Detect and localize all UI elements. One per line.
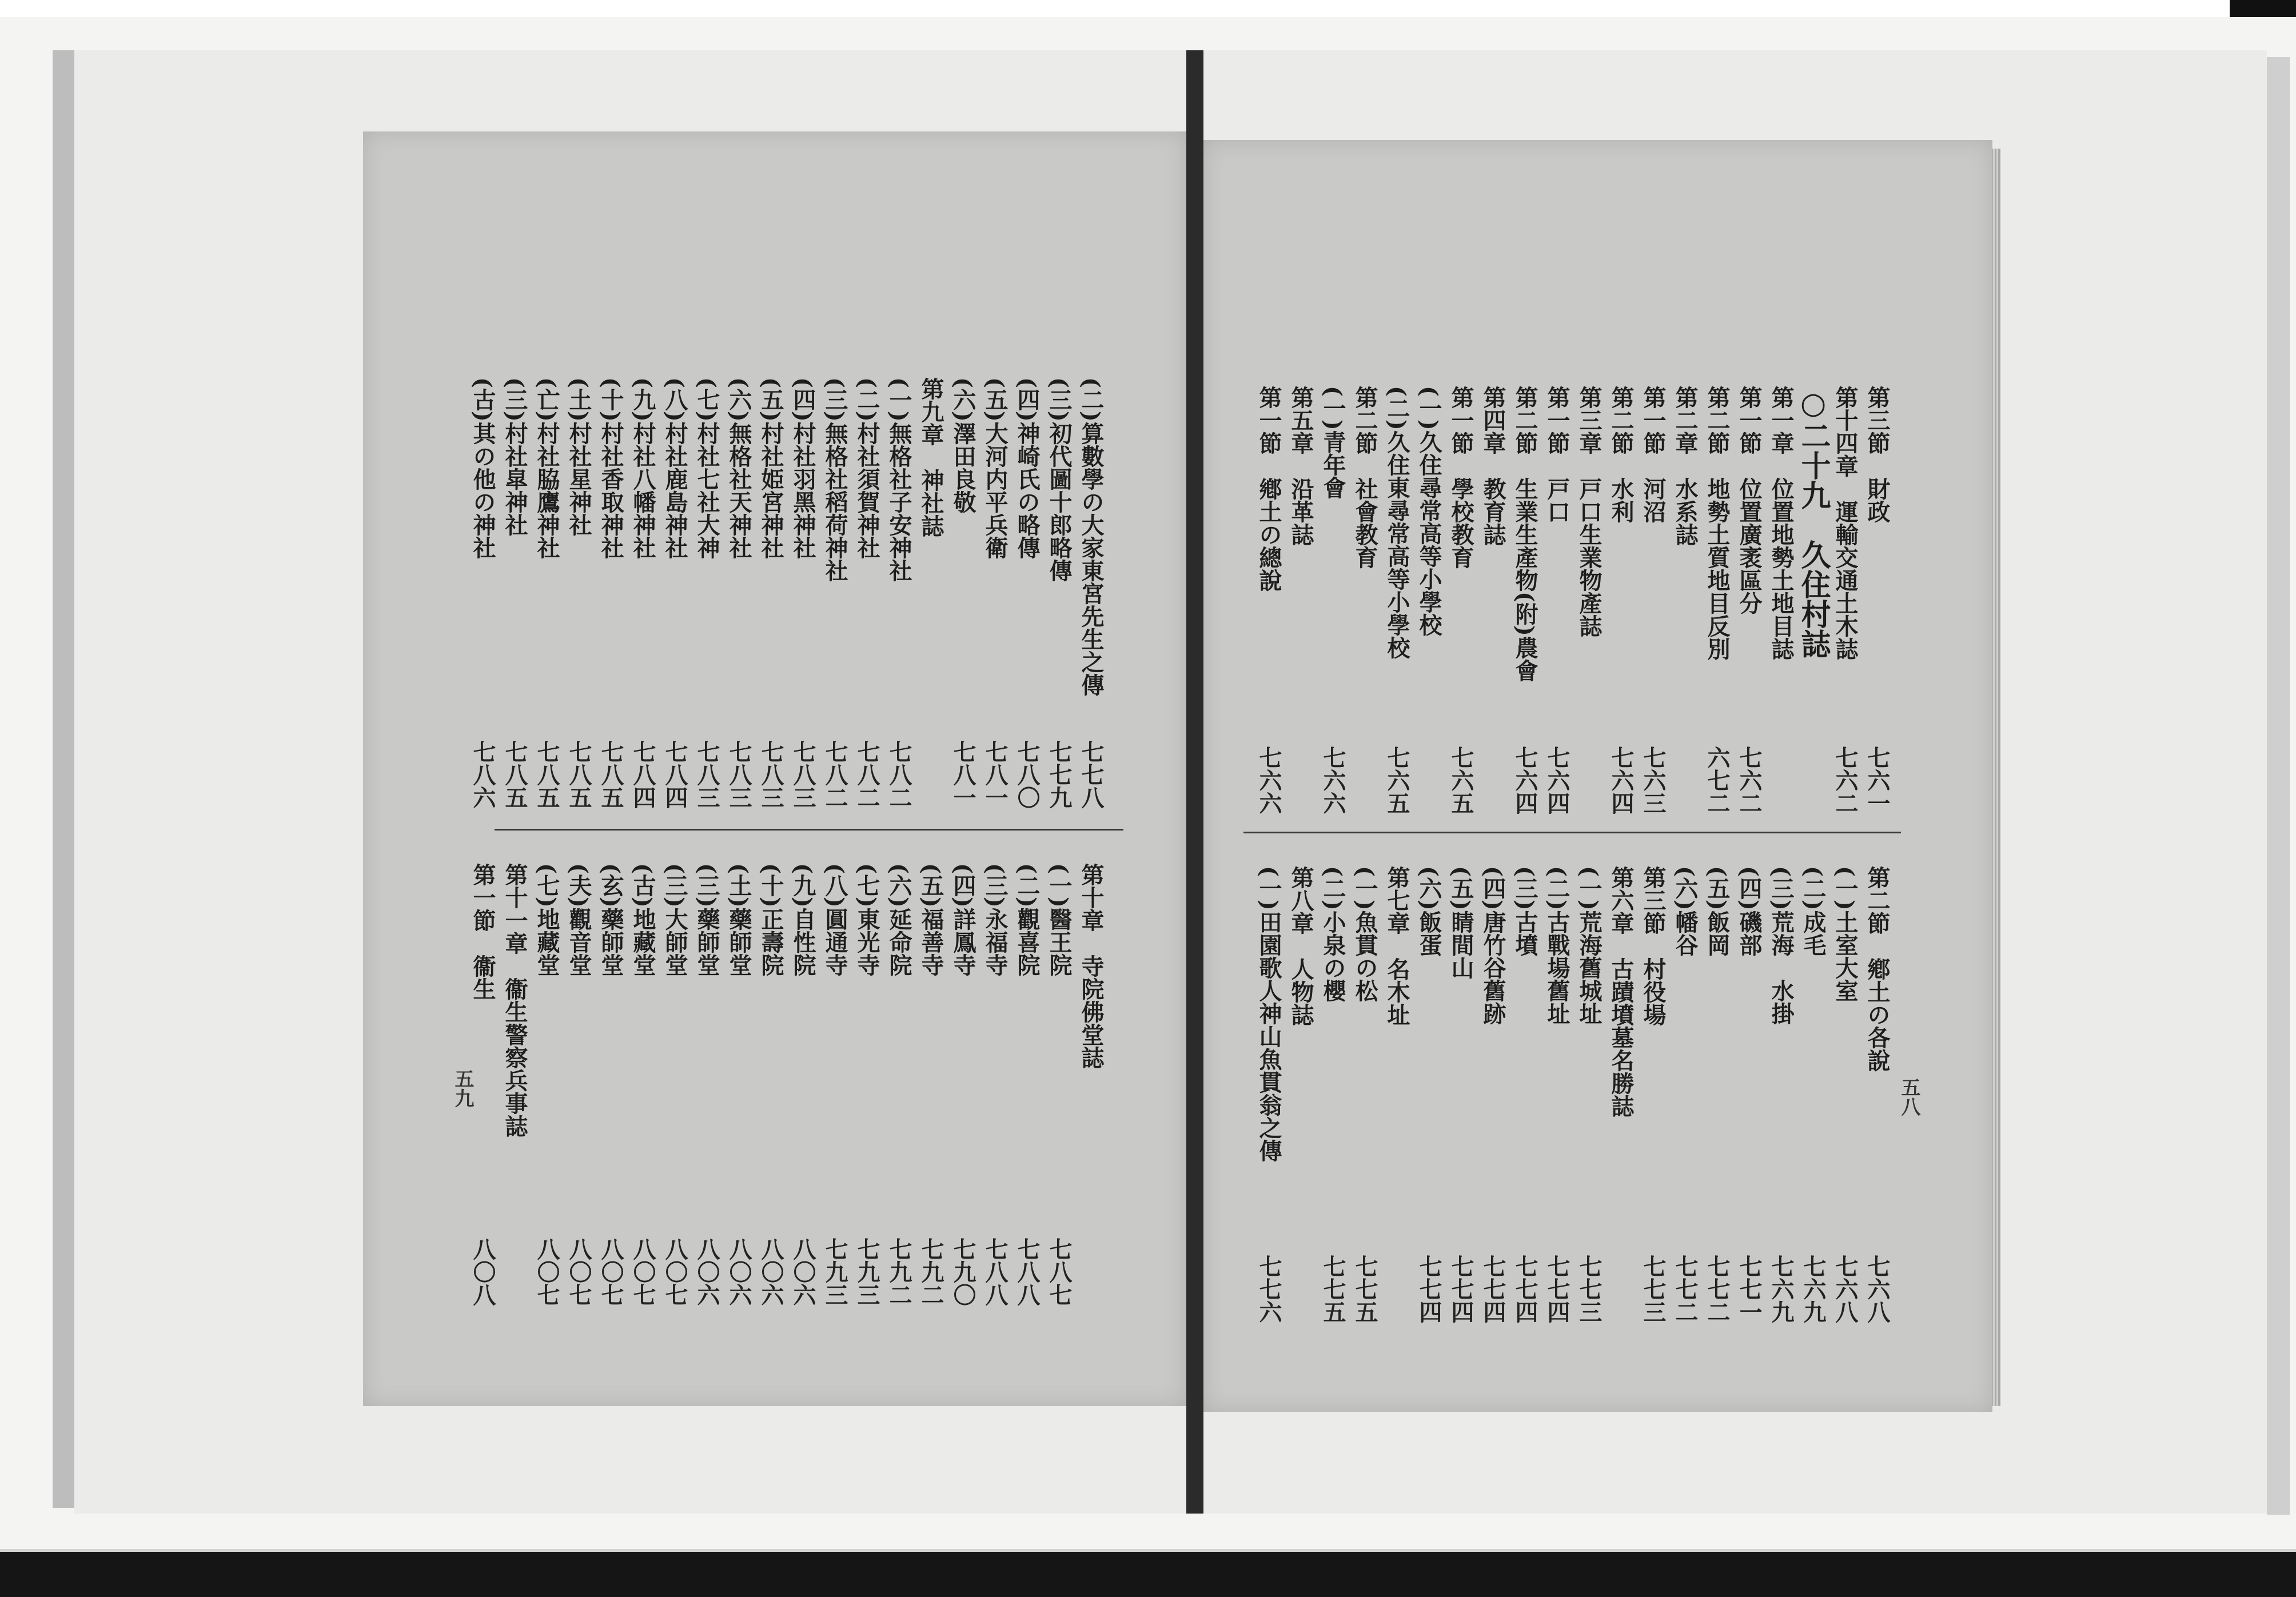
toc-entry-page: 八〇七 [597,1237,624,1306]
toc-entry-label: (五)飯岡 [1704,866,1731,956]
toc-entry-label: (二)觀喜院 [1014,863,1041,976]
toc-entry [1317,866,1349,1323]
toc-entry [1509,866,1541,1323]
toc-entry-page: 七八八 [1014,1237,1041,1306]
toc-entry [627,863,659,1306]
toc-entry [1541,866,1573,1323]
toc-entry [1829,386,1861,815]
toc-entry [691,863,723,1306]
toc-entry [787,863,819,1306]
toc-entry-page: 七七五 [1352,1255,1378,1323]
toc-entry-label: (一)久住尋常高等小學校 [1416,386,1442,636]
toc-entry-label: (二)成毛 [1800,866,1827,956]
toc-entry [595,377,627,809]
toc-entry-page: 七九二 [886,1237,912,1306]
toc-entry-label: 第一節 河沼 [1640,386,1667,523]
toc-entry [883,377,915,809]
toc-entry-label: (一)魚貫の松 [1352,866,1378,1002]
toc-entry-label: 第一節 鄕土の總說 [1255,386,1282,592]
toc-entry-label: 第十一章 衞生警察兵事誌 [501,863,528,1137]
toc-entry [627,377,659,809]
toc-entry [1317,386,1349,815]
toc-entry-label: 第八章 人物誌 [1287,866,1314,1026]
toc-entry-page: 八〇七 [629,1237,656,1306]
toc-entry-label: (四)村社羽黑神社 [790,377,816,559]
toc-entry-label: 第五章 沿革誌 [1287,386,1314,546]
toc-entry-page: 七八三 [758,740,784,809]
toc-entry-page: 七六六 [1320,746,1346,815]
toc-entry-label: 第九章 神社誌 [918,377,944,537]
toc-entry-page: 七七三 [1576,1255,1603,1323]
toc-entry [883,863,915,1306]
toc-entry [1075,377,1107,809]
toc-entry-label: (五)村社姫宮神社 [758,377,784,559]
toc-entry [755,863,787,1306]
toc-entry-label: (六)飯蛋 [1416,866,1442,956]
toc-entry-page: 七七八 [1078,740,1105,809]
toc-entry-label: (九)自性院 [790,863,816,976]
toc-entry-label: (二)小泉の櫻 [1320,866,1346,1002]
toc-entry [1253,866,1285,1323]
page-number: 五八 [1898,1077,1920,1116]
toc-entry-label: 第二節 生業生產物(附)農會 [1512,386,1538,682]
toc-entry-page: 八〇七 [661,1237,688,1306]
toc-entry-page: 七七四 [1416,1255,1442,1323]
toc-entry-page: 七六二 [1832,746,1859,815]
toc-entry-label: (一)醫王院 [1046,863,1073,976]
toc-entry-label: 第三章 戸口生業物產誌 [1576,386,1603,637]
toc-entry-label: (七)村社七社大神 [693,377,720,559]
toc-entry [1509,386,1541,815]
toc-entry-label: 第四章 教育誌 [1480,386,1506,546]
toc-entry-label: 第十章 寺院佛堂誌 [1078,863,1105,1069]
toc-entry [1701,866,1733,1323]
toc-entry-page: 七八三 [693,740,720,809]
toc-entry-label: (古)地藏堂 [629,863,656,976]
scan-top-margin [0,0,2296,17]
toc-entry-label: (土)藥師堂 [726,863,752,976]
toc-entry-label: (一)青年會 [1320,386,1346,499]
toc-entry-page: 七六八 [1864,1255,1891,1323]
toc-entry-label: 第二節 鄕土の各說 [1864,866,1891,1072]
toc-entry [531,863,563,1306]
toc-entry-label: (四)神崎氏の略傳 [1014,377,1041,559]
toc-entry [1445,386,1477,815]
toc-entry-label: (五)大河内平兵衛 [982,377,1009,559]
toc-entry-label: ○二十九 久住村誌 [1796,386,1831,658]
toc-entry-label: (九)村社八幡神社 [629,377,656,559]
toc-entry-label: (一)無格社子安神社 [886,377,912,582]
toc-entry-label: (六)澤田良敬 [950,377,976,513]
toc-entry-page: 八〇七 [533,1237,560,1306]
toc-entry-page: 八〇七 [565,1237,592,1306]
toc-entry-page: 七八〇 [1014,740,1041,809]
toc-entry [1285,866,1317,1026]
toc-entry-label: (三)藥師堂 [693,863,720,976]
toc-entry-page: 七八五 [501,740,528,809]
toc-entry-page: 七六四 [1608,746,1635,815]
scan-corner-mark [2230,0,2296,18]
toc-entry-page: 七六九 [1768,1255,1795,1323]
toc-entry-page: 七六八 [1832,1255,1859,1323]
toc-entry-page: 七七二 [1704,1255,1731,1323]
toc-entry-label: (三)荒海 水掛 [1768,866,1795,1025]
toc-entry-page: 七六四 [1512,746,1538,815]
toc-entry-label: (古)其の他の神社 [469,377,496,559]
toc-entry-label: (二)村社須賀神社 [854,377,880,559]
toc-entry-page: 七六三 [1640,746,1667,815]
toc-entry [563,377,595,809]
toc-entry [1765,866,1797,1323]
toc-entry [1011,377,1043,809]
toc-entry [819,863,851,1306]
toc-entry-page: 七七一 [1736,1255,1763,1323]
toc-entry [1637,866,1669,1323]
toc-entry-label: 第一節 位置廣袤區分 [1736,386,1763,614]
toc-entry-label: 第三節 村役場 [1640,866,1667,1026]
toc-entry-label: (玄)藥師堂 [597,863,624,976]
toc-entry-page: 七六九 [1800,1255,1827,1323]
toc-entry [467,863,499,1306]
toc-entry-label: 第一節 衞生 [469,863,496,1000]
toc-entry-page: 七八二 [886,740,912,809]
toc-entry-page: 七六六 [1255,746,1282,815]
toc-entry-label: 第七章 名木址 [1384,866,1410,1026]
toc-entry [1477,386,1509,546]
toc-entry [1349,866,1381,1323]
toc-entry-page: 七七三 [1640,1255,1667,1323]
toc-entry-page: 七七四 [1448,1255,1474,1323]
toc-entry [947,863,979,1306]
toc-entry [1445,866,1477,1323]
toc-entry-label: (八)圓通寺 [822,863,848,976]
toc-entry-label: (四)詳鳳寺 [950,863,976,976]
toc-entry [1765,386,1797,660]
page-number: 五九 [451,1069,474,1108]
toc-entry [755,377,787,809]
toc-entry-label: 第二節 水利 [1608,386,1635,523]
toc-entry-label: 第一章 位置地勢土地目誌 [1768,386,1795,660]
toc-entry-page: 七八八 [982,1237,1009,1306]
right-page [1203,140,1992,1412]
toc-entry [947,377,979,809]
toc-entry [1253,386,1285,815]
toc-entry-page: 七七五 [1320,1255,1346,1323]
toc-entry-page: 七八五 [533,740,560,809]
toc-entry-label: (七)東光寺 [854,863,880,976]
toc-entry-label: 第二節 地勢土質地目反別 [1704,386,1731,660]
toc-entry-label: (四)磯部 [1736,866,1763,956]
toc-entry-page: 七九二 [918,1237,944,1306]
toc-entry-page: 八〇六 [693,1237,720,1306]
toc-entry [659,377,691,809]
toc-entry-page: 七八四 [661,740,688,809]
toc-entry [1541,386,1573,815]
toc-entry-page: 七八一 [950,740,976,809]
toc-entry [723,377,755,809]
toc-entry-label: (三)古墳 [1512,866,1538,956]
toc-entry [787,377,819,809]
toc-entry [1605,866,1637,1117]
toc-entry [1573,386,1605,637]
toc-entry-page: 七八二 [822,740,848,809]
toc-entry [1669,386,1701,546]
toc-entry-page: 七八三 [790,740,816,809]
toc-entry [1701,386,1733,815]
toc-entry-label: (二)算數學の大家東宮先生之傳 [1078,377,1105,696]
toc-entry [467,377,499,809]
toc-entry-label: (亡)村社脇鷹神社 [533,377,560,559]
toc-entry-page: 八〇八 [469,1237,496,1306]
toc-entry [563,863,595,1306]
toc-entry [1829,866,1861,1323]
toc-entry-page: 七六四 [1544,746,1570,815]
toc-entry-label: (十)正壽院 [758,863,784,976]
toc-entry [979,377,1011,809]
toc-entry-page: 七八七 [1046,1237,1073,1306]
toc-entry-label: (三)村社皐神社 [501,377,528,536]
toc-entry-label: (八)村社鹿島神社 [661,377,688,559]
toc-entry [1733,386,1765,815]
toc-entry-label: (二)久住東尋常高等小學校 [1384,386,1410,659]
toc-entry-page: 七七四 [1544,1255,1570,1323]
toc-entry [1669,866,1701,1323]
toc-entry-label: (夫)觀音堂 [565,863,592,976]
toc-entry-page: 七六二 [1736,746,1763,815]
toc-entry-label: 第六章 古蹟墳墓名勝誌 [1608,866,1635,1117]
toc-entry [1413,386,1445,636]
toc-entry [1043,863,1075,1306]
toc-entry-label: (一)田園歌人神山魚貫翁之傳 [1255,866,1282,1162]
toc-entry [851,863,883,1306]
toc-entry [915,863,947,1306]
toc-entry [1861,866,1893,1323]
toc-entry-label: (六)無格社天神社 [726,377,752,559]
toc-entry-label: (七)地藏堂 [533,863,560,976]
toc-entry-label: (二)古戰場舊址 [1544,866,1570,1025]
toc-entry-label: (六)幡谷 [1672,866,1699,956]
toc-entry-page: 七八五 [565,740,592,809]
toc-entry [1477,866,1509,1323]
toc-entry-page: 七九三 [822,1237,848,1306]
board-right-edge [2267,57,2290,1515]
toc-entry-label: 第一節 學校教育 [1448,386,1474,569]
toc-entry [531,377,563,809]
toc-entry-label: (一)荒海舊城址 [1576,866,1603,1025]
toc-entry-page: 七七二 [1672,1255,1699,1323]
toc-entry [595,863,627,1306]
toc-entry [1605,386,1637,815]
toc-entry [499,377,531,809]
toc-entry [659,863,691,1306]
toc-entry [723,863,755,1306]
toc-entry [851,377,883,809]
book-spine [1186,50,1203,1514]
left-page [363,131,1186,1406]
toc-entry [1861,386,1893,815]
toc-entry [1797,386,1829,658]
toc-entry [1413,866,1445,1323]
toc-entry-page: 七七四 [1480,1255,1506,1323]
toc-entry-page: 七七九 [1046,740,1073,809]
toc-entry-label: (土)村社星神社 [565,377,592,536]
toc-entry-page: 七六五 [1448,746,1474,815]
toc-entry-page: 七七四 [1512,1255,1538,1323]
toc-entry-label: (六)延命院 [886,863,912,976]
toc-entry [1075,863,1107,1069]
toc-entry-label: 第十四章 運輸交通土木誌 [1832,386,1859,660]
toc-entry-page: 七九〇 [950,1237,976,1306]
section-rule [1243,832,1901,833]
board-left-edge [53,50,74,1508]
toc-entry-page: 七八六 [469,740,496,809]
toc-entry [499,863,531,1137]
toc-entry [1381,866,1413,1026]
scan-bottom-margin [0,1552,2296,1597]
toc-entry [1573,866,1605,1323]
toc-entry [1637,386,1669,815]
toc-entry [1011,863,1043,1306]
toc-entry-page: 八〇六 [758,1237,784,1306]
toc-entry-page: 七七六 [1255,1255,1282,1323]
toc-entry-label: (三)永福寺 [982,863,1009,976]
toc-entry [1349,386,1381,569]
toc-entry-label: (五)福善寺 [918,863,944,976]
toc-entry-label: 第二節 社會教育 [1352,386,1378,569]
toc-entry-page: 六七二 [1704,746,1731,815]
toc-entry-label: (一)土室大室 [1832,866,1859,1002]
toc-entry [1285,386,1317,546]
toc-entry-page: 七八五 [597,740,624,809]
toc-entry-page: 七八二 [854,740,880,809]
toc-entry [691,377,723,809]
toc-entry-label: (三)無格社稻荷神社 [822,377,848,582]
toc-entry [1381,386,1413,815]
toc-entry-label: (十)村社香取神社 [597,377,624,559]
toc-entry-label: (四)唐竹谷舊跡 [1480,866,1506,1025]
toc-entry-label: (三)初代圖十郎略傳 [1046,377,1073,582]
toc-entry [915,377,947,537]
toc-entry-page: 八〇六 [790,1237,816,1306]
toc-entry-page: 七八一 [982,740,1009,809]
toc-entry-page: 七六一 [1864,746,1891,815]
toc-entry [1797,866,1829,1323]
toc-entry-page: 七八三 [726,740,752,809]
toc-entry-label: 第三節 財政 [1864,386,1891,523]
toc-entry [1733,866,1765,1323]
toc-entry-label: 第二章 水系誌 [1672,386,1699,546]
toc-entry [979,863,1011,1306]
toc-entry [1043,377,1075,809]
toc-entry-page: 八〇六 [726,1237,752,1306]
toc-entry [819,377,851,809]
toc-entry-label: (三)大師堂 [661,863,688,976]
toc-entry-label: 第一節 戸口 [1544,386,1570,523]
toc-entry-page: 七八四 [629,740,656,809]
section-rule [495,829,1123,831]
toc-entry-page: 七六五 [1384,746,1410,815]
toc-entry-page: 七九三 [854,1237,880,1306]
toc-entry-label: (五)睛間山 [1448,866,1474,979]
